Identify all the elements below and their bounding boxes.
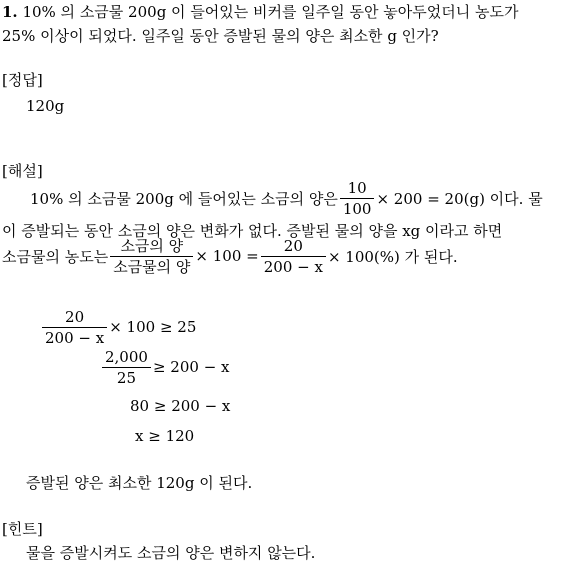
inequality-2	[100, 346, 229, 388]
problem-text-1: 10% 의 소금물 200g 이 들어있는 비커를 일주일 동안 놓아두었더니 농도가	[22, 3, 519, 21]
inequality-2-num: 2,000	[105, 347, 148, 366]
inequality-1	[40, 306, 196, 348]
explanation-label: [해설]	[2, 162, 43, 180]
fraction-bar	[102, 367, 151, 368]
fraction-salt-den: 100	[342, 199, 372, 218]
fraction-water-num: 20	[283, 236, 303, 255]
fraction-water-den: 200 − x	[263, 257, 323, 276]
explanation-conclusion: 증발된 양은 최소한 120g 이 된다.	[26, 474, 253, 492]
fraction-concentration-den: 소금물의 양	[113, 257, 191, 276]
fraction-bar	[110, 256, 193, 257]
hint-label: [힌트]	[2, 520, 43, 538]
fraction-concentration	[110, 237, 193, 276]
problem-number: 1.	[2, 3, 18, 21]
fraction-bar	[340, 198, 375, 199]
inequality-1-num: 20	[65, 307, 85, 326]
fraction-salt-num: 10	[347, 178, 367, 197]
explanation-l1-post: × 200 = 20(g) 이다. 물	[376, 189, 543, 208]
explanation-line-3	[2, 236, 458, 276]
answer-label: [정답]	[2, 71, 43, 89]
explanation-l3-post: × 100(%) 가 된다.	[327, 247, 458, 266]
fraction-concentration-num: 소금의 양	[120, 236, 184, 255]
inequality-1-fraction	[42, 308, 107, 347]
inequality-1-rest: × 100 ≥ 25	[109, 318, 197, 336]
inequality-3: 80 ≥ 200 − x	[130, 397, 231, 415]
fraction-bar	[261, 256, 326, 257]
explanation-line-1	[30, 178, 543, 218]
fraction-salt	[340, 179, 375, 218]
explanation-l3-pre: 소금물의 농도는	[2, 247, 109, 266]
inequality-2-rest: ≥ 200 − x	[152, 358, 230, 376]
fraction-bar	[42, 327, 107, 328]
inequality-4: x ≥ 120	[135, 427, 195, 445]
answer-value: 120g	[26, 97, 65, 115]
hint-text: 물을 증발시켜도 소금의 양은 변하지 않는다.	[26, 544, 316, 562]
problem-line-2: 25% 이상이 되었다. 일주일 동안 증발된 물의 양은 최소한 g 인가?	[2, 27, 439, 45]
explanation-line-2: 이 증발되는 동안 소금의 양은 변화가 없다. 증발된 물의 양을 xg 이라고 하면	[2, 222, 503, 240]
inequality-2-den: 25	[116, 368, 137, 387]
explanation-l3-mid: × 100 =	[195, 247, 259, 265]
fraction-water	[261, 237, 326, 276]
problem-line-1	[2, 2, 518, 22]
explanation-l1-pre: 10% 의 소금물 200g 에 들어있는 소금의 양은	[30, 189, 338, 208]
inequality-1-den: 200 − x	[45, 328, 105, 347]
inequality-2-fraction	[102, 348, 151, 387]
